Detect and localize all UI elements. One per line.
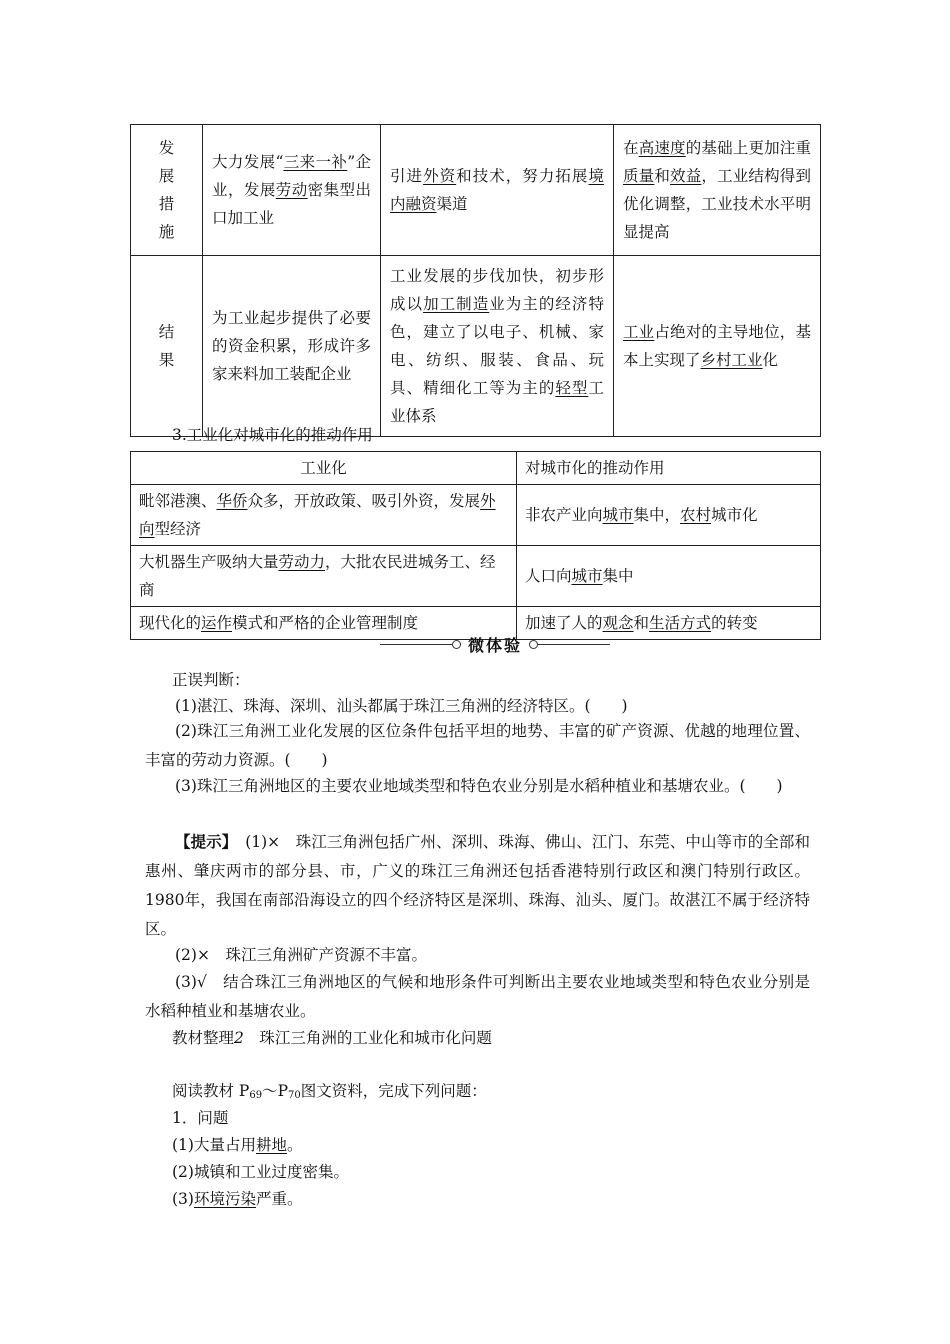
cell-measure-1: 大力发展“三来一补”企业，发展劳动密集型出口加工业: [203, 125, 381, 256]
section-title: 3.工业化对城市化的推动作用: [172, 426, 373, 444]
judge-title: 正误判断：: [172, 671, 250, 689]
cell-industrialization-3: 现代化的运作模式和严格的企业管理制度: [131, 607, 517, 640]
problem-1: (1)大量占用耕地。: [172, 1136, 303, 1154]
answer-1: 【提示】 (1)× 珠江三角洲包括广州、深圳、珠海、佛山、江门、东莞、中山等市的全部和惠州、肇庆两市的部分县、市，广义的珠江三角洲还包括香港特别行政区和澳门特别行政区。1980年，我国在南部沿海设立的四个经济特区是深圳、珠海、汕头、厦门。故湛江不属于经济特区。: [145, 832, 810, 938]
section-heading: 教材整理2 珠江三角洲的工业化和城市化问题: [172, 1029, 492, 1047]
cell-effect-2: 人口向城市集中: [517, 546, 821, 607]
row-header-result: 结 果: [131, 256, 203, 437]
column-header-industrialization: 工业化: [131, 452, 517, 485]
column-header-effect: 对城市化的推动作用: [517, 452, 821, 485]
divider: [538, 644, 610, 645]
table-header-row: [131, 452, 821, 485]
item-heading: 1．问题: [172, 1109, 229, 1127]
problem-2: (2)城镇和工业过度密集。: [172, 1163, 349, 1181]
question-1: (1)湛江、珠海、深圳、汕头都属于珠江三角洲的经济特区。( ): [175, 697, 628, 715]
cell-effect-1: 非农产业向城市集中，农村城市化: [517, 485, 821, 546]
cell-result-3: 工业占绝对的主导地位，基本上实现了乡村工业化: [614, 256, 821, 437]
cell-result-1: 为工业起步提供了必要的资金积累，形成许多家来料加工装配企业: [203, 256, 381, 437]
table-row: [131, 256, 821, 437]
question-3: (3)珠江三角洲地区的主要农业地域类型和特色农业分别是水稻种植业和基塘农业。( ): [175, 777, 783, 795]
table-row: [131, 125, 821, 256]
banner-title: 微体验: [467, 636, 522, 655]
cell-result-2: 工业发展的步伐加快，初步形成以加工制造业为主的经济特色，建立了以电子、机械、家电、纺织、服装、食品、玩具、精细化工等为主的轻型工业体系: [381, 256, 614, 437]
circle-icon: [529, 640, 538, 649]
development-table: [130, 124, 821, 437]
cell-measure-2: 引进外资和技术，努力拓展境内融资渠道: [381, 125, 614, 256]
cell-effect-3: 加速了人的观念和生活方式的转变: [517, 607, 821, 640]
question-2: (2)珠江三角洲工业化发展的区位条件包括平坦的地势、丰富的矿产资源、优越的地理位置、丰富的劳动力资源。( ): [145, 722, 810, 769]
answer-2: (2)× 珠江三角洲矿产资源不丰富。: [175, 946, 427, 964]
cell-industrialization-1: 毗邻港澳、华侨众多，开放政策、吸引外资，发展外向型经济: [131, 485, 517, 546]
table-row: [131, 546, 821, 607]
reading-instruction: 阅读教材 $P_{69}\sim P_{70}$图文资料，完成下列问题：: [172, 1082, 487, 1101]
row-header-measures: 发 展 措 施: [131, 125, 203, 256]
cell-industrialization-2: 大机器生产吸纳大量劳动力，大批农民进城务工、经商: [131, 546, 517, 607]
answer-3: (3)√ 结合珠江三角洲地区的气候和地形条件可判断出主要农业地域类型和特色农业分别是水稻种植业和基塘农业。: [145, 973, 810, 1020]
cell-measure-3: 在高速度的基础上更加注重质量和效益，工业结构得到优化调整，工业技术水平明显提高: [614, 125, 821, 256]
urbanization-table: [130, 451, 821, 640]
table-row: [131, 485, 821, 546]
tip-label: 【提示】: [175, 832, 230, 851]
micro-experience-banner: [380, 633, 610, 657]
problem-3: (3)环境污染严重。: [172, 1190, 303, 1208]
